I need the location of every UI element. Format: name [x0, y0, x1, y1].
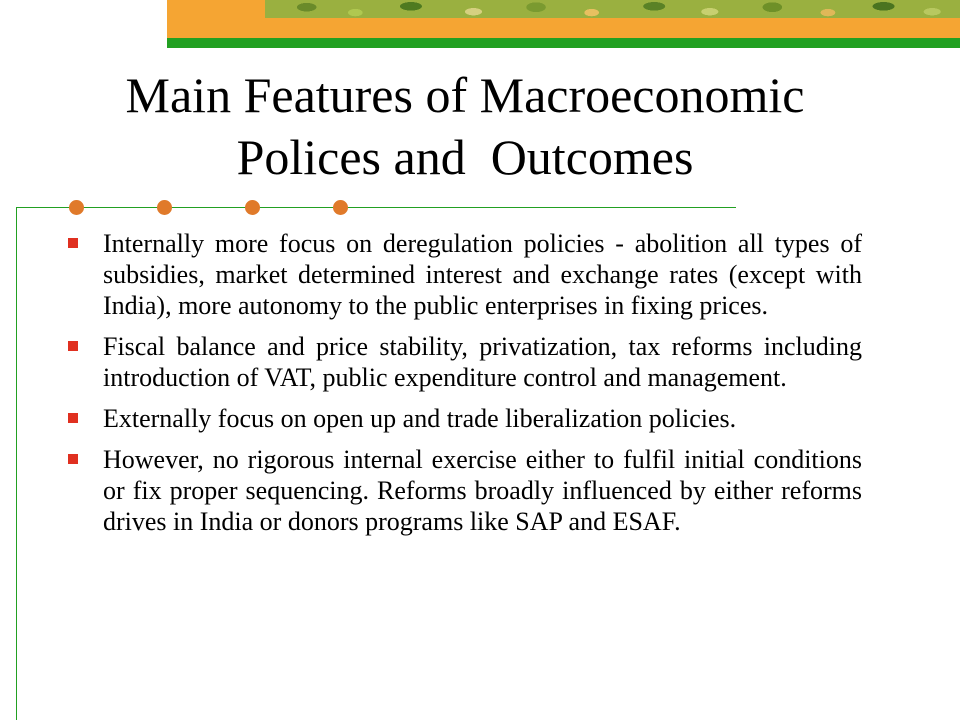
bullet-text: Fiscal balance and price stability, privatization, tax reforms including introduction of VAT, public expenditure control and management.	[103, 332, 862, 392]
title-underline-rule	[16, 207, 736, 208]
decorative-dot-2	[157, 200, 172, 215]
square-bullet-icon	[68, 454, 78, 464]
bullet-item	[65, 403, 862, 434]
square-bullet-icon	[68, 341, 78, 351]
square-bullet-icon	[68, 413, 78, 423]
decorative-dot-1	[69, 200, 84, 215]
bullet-text: Externally focus on open up and trade liberalization policies.	[103, 404, 737, 433]
header-banner-image	[265, 0, 960, 18]
bullet-text: However, no rigorous internal exercise either to fulfil initial conditions or fix proper sequencing. Reforms broadly influenced by either reforms drives in India or donors programs like SAP and ESAF.	[103, 445, 862, 536]
header-banner-green-stripe	[167, 38, 960, 48]
decorative-dot-4	[333, 200, 348, 215]
left-frame-rule	[16, 207, 17, 720]
bullet-item	[65, 331, 862, 393]
slide-title-line-1: Main Features of Macroeconomic	[125, 67, 805, 123]
square-bullet-icon	[68, 238, 78, 248]
slide-title-line-2: Polices and Outcomes	[236, 129, 694, 185]
slide-title	[20, 64, 910, 188]
bullet-list	[65, 228, 862, 547]
decorative-dot-3	[245, 200, 260, 215]
bullet-item	[65, 444, 862, 537]
bullet-text: Internally more focus on deregulation policies - abolition all types of subsidies, market determined interest and exchange rates (except with India), more autonomy to the public enterprises in fixing prices.	[103, 229, 862, 320]
bullet-item	[65, 228, 862, 321]
